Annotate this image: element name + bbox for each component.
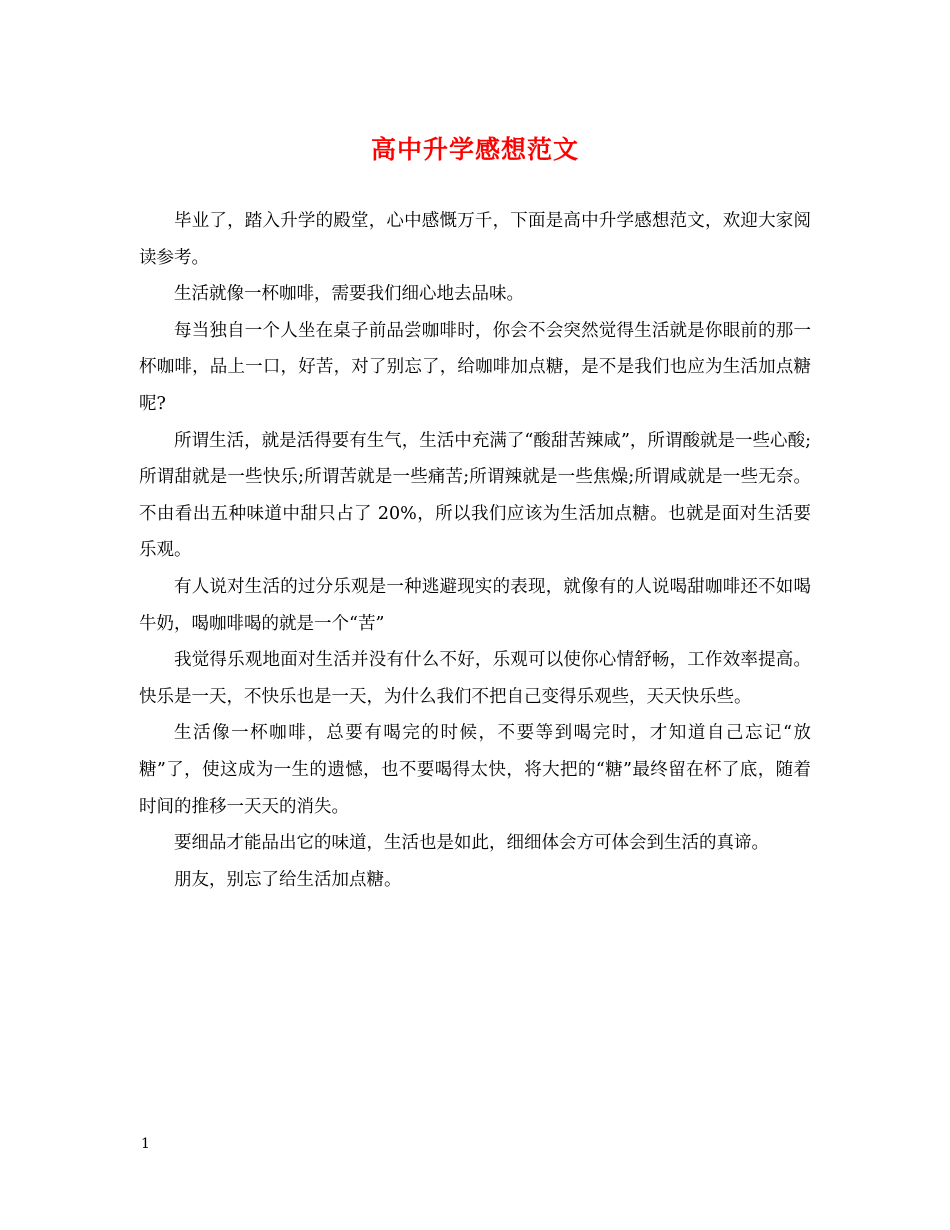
paragraph-9: 朋友，别忘了给生活加点糖。 — [174, 869, 402, 890]
paragraph-3: 每当独自一个人坐在桌子前品尝咖啡时，你会不会突然觉得生活就是你眼前的那一杯咖啡，品上一口，好苦，对了别忘了，给咖啡加点糖，是不是我们也应为生活加点糖呢? — [139, 320, 811, 414]
paragraph-2: 生活就像一杯咖啡，需要我们细心地去品味。 — [174, 284, 524, 305]
document-title: 高中升学感想范文 — [370, 135, 579, 164]
document-body — [139, 203, 811, 898]
paragraph-1: 毕业了，踏入升学的殿堂，心中感慨万千，下面是高中升学感想范文，欢迎大家阅读参考。 — [139, 211, 811, 268]
paragraph-7: 生活像一杯咖啡，总要有喝完的时候，不要等到喝完时，才知道自己忘记“放糖”了，使这成为一生的遗憾，也不要喝得太快，将大把的“糖”最终留在杯了底，随着时间的推移一天天的消失。 — [139, 723, 811, 817]
paragraph-4: 所谓生活，就是活得要有生气，生活中充满了“酸甜苦辣咸”，所谓酸就是一些心酸;所谓甜就是一些快乐;所谓苦就是一些痛苦;所谓辣就是一些焦燥;所谓咸就是一些无奈。不由看出五种味道中甜只占了 20%，所以我们应该为生活加点糖。也就是面对生活要乐观。 — [139, 430, 811, 561]
paragraph-6: 我觉得乐观地面对生活并没有什么不好，乐观可以使你心情舒畅，工作效率提高。快乐是一天，不快乐也是一天，为什么我们不把自己变得乐观些，天天快乐些。 — [139, 650, 811, 707]
paragraph-5: 有人说对生活的过分乐观是一种逃避现实的表现，就像有的人说喝甜咖啡还不如喝牛奶，喝咖啡喝的就是一个“苦” — [139, 576, 811, 634]
page-number: 1 — [141, 1136, 150, 1152]
paragraph-8: 要细品才能品出它的味道，生活也是如此，细细体会方可体会到生活的真谛。 — [174, 833, 769, 854]
